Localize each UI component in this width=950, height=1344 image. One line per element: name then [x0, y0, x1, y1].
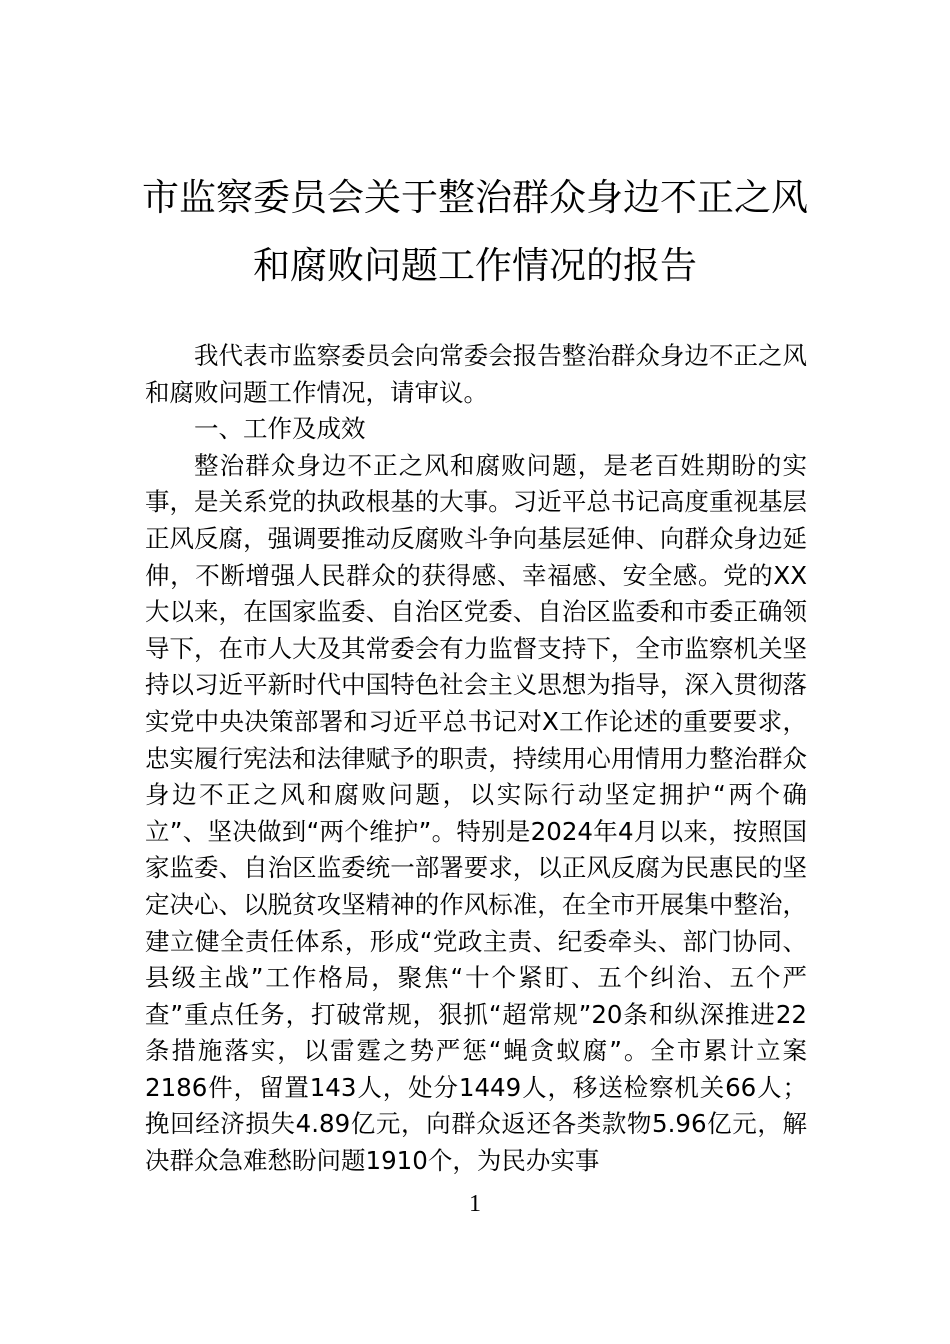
- intro-paragraph: 我代表市监察委员会向常委会报告整治群众身边不正之风和腐败问题工作情况，请审议。: [145, 341, 807, 407]
- report-body: [145, 338, 807, 1180]
- report-title-line-1: 市监察委员会关于整治群众身边不正之风: [142, 176, 808, 219]
- page-number: 1: [469, 1191, 481, 1217]
- section-heading: 一、工作及成效: [194, 414, 366, 444]
- body-paragraph: 整治群众身边不正之风和腐败问题，是老百姓期盼的实事，是关系党的执政根基的大事。习近平总书记高度重视基层正风反腐，强调要推动反腐败斗争向基层延伸、向群众身边延伸，不断增强人民群众的获得感、幸福感、安全感。党的XX大以来，在国家监委、自治区党委、自治区监委和市委正确领导下，在市人大及其常委会有力监督支持下，全市监察机关坚持以习近平新时代中国特色社会主义思想为指导，深入贯彻落实党中央决策部署和习近平总书记对X工作论述的重要要求，忠实履行宪法和法律赋予的职责，持续用心用情用力整治群众身边不正之风和腐败问题，以实际行动坚定拥护“两个确立”、坚决做到“两个维护”。特别是2024年4月以来，按照国家监委、自治区监委统一部署要求，以正风反腐为民惠民的坚定决心、以脱贫攻坚精神的作风标准，在全市开展集中整治，建立健全责任体系，形成“党政主责、纪委牵头、部门协同、县级主战”工作格局，聚焦“十个紧盯、五个纠治、五个严查”重点任务，打破常规，狠抓“超常规”20条和纵深推进22条措施落实，以雷霆之势严惩“蝇贪蚁腐”。全市累计立案2186件，留置143人，处分1449人，移送检察机关66人；挽回经济损失4.89亿元，向群众返还各类款物5.96亿元，解决群众急难愁盼问题1910个，为民办实事: [145, 450, 807, 1176]
- report-title-line-2: 和腐败问题工作情况的报告: [253, 244, 697, 287]
